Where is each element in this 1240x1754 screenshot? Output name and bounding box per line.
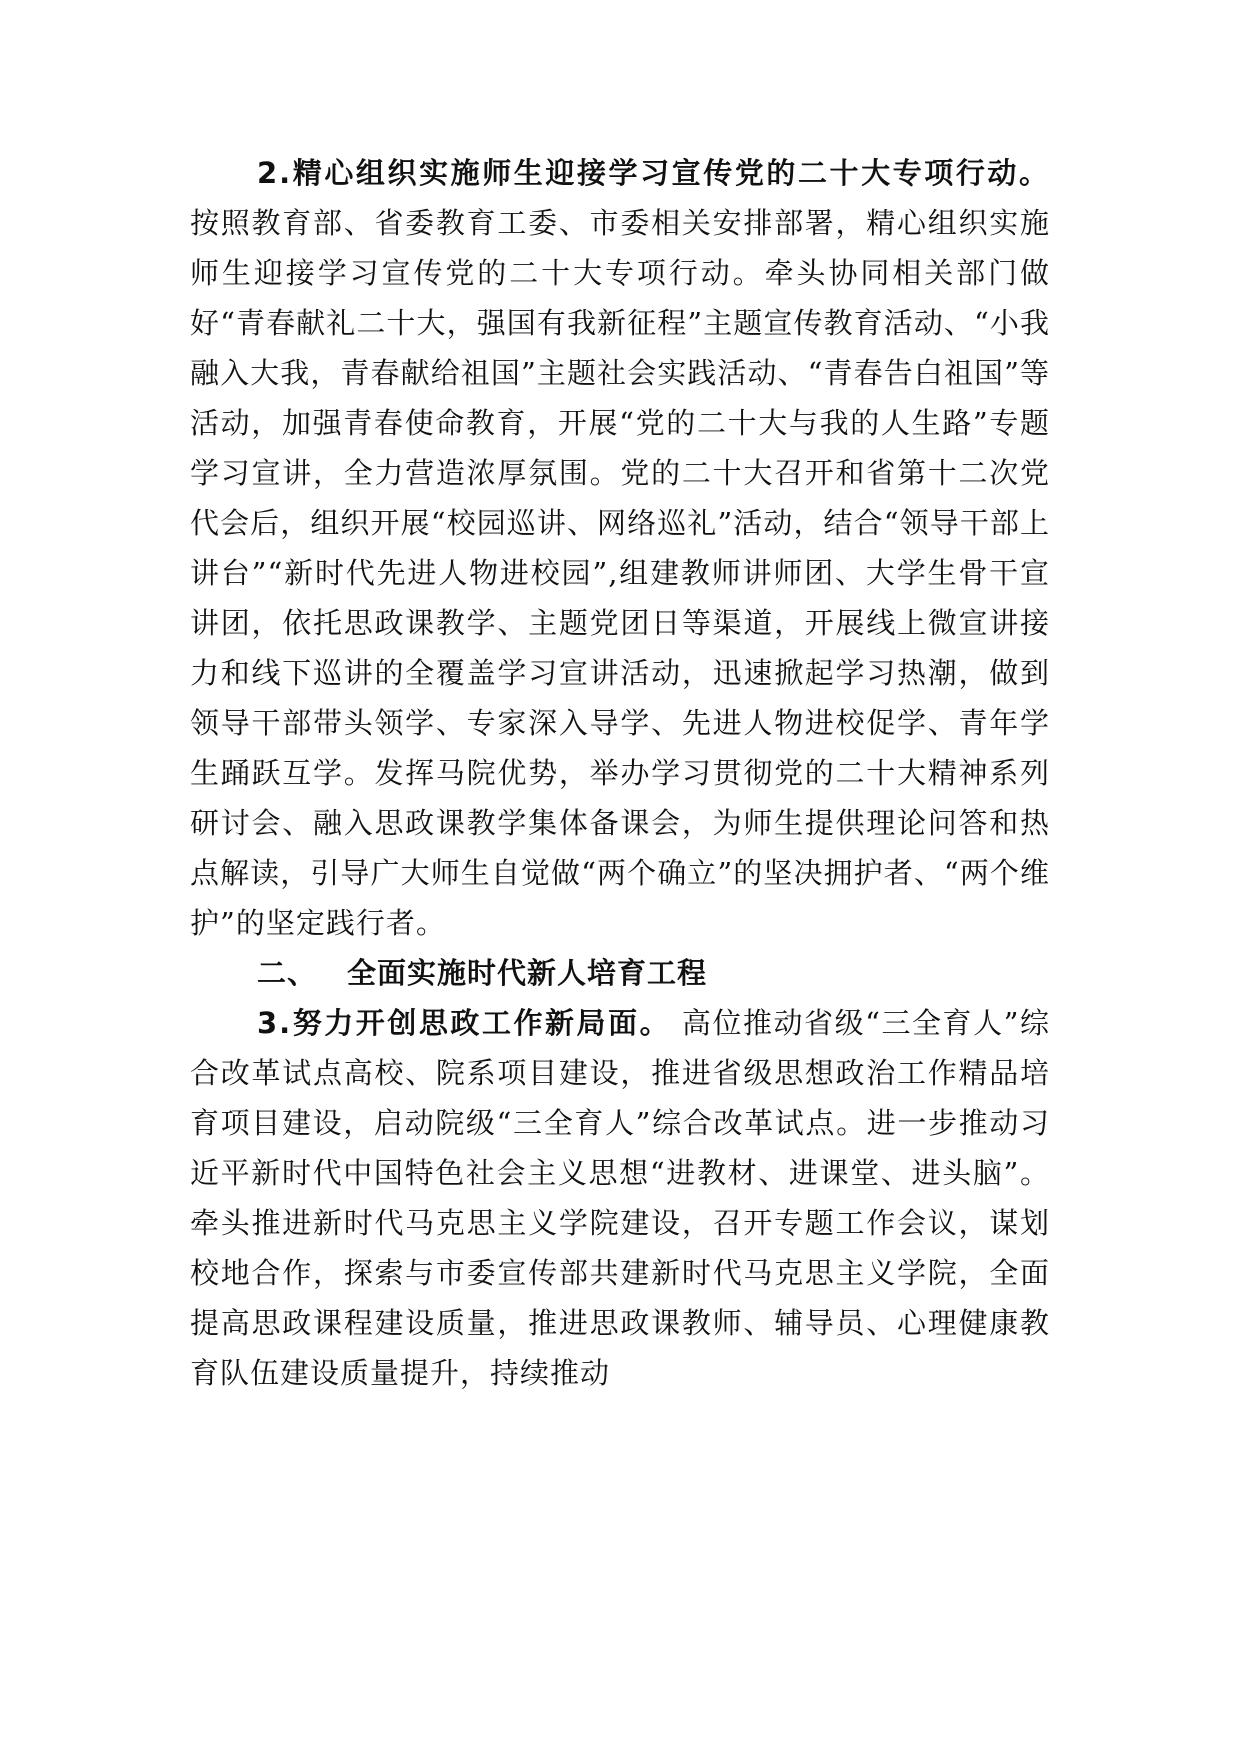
section-heading-2 <box>190 948 1050 998</box>
section-heading-2-title: 全面实施时代新人培育工程 <box>347 956 708 990</box>
document-body <box>190 148 1050 1398</box>
section-heading-2-number: 二、 <box>257 956 318 990</box>
paragraph-item-3 <box>190 998 1050 1398</box>
item-3-body-text: 高位推动省级“三全育人”综合改革试点高校、院系项目建设，推进省级思想政治工作精品培育项目建设，启动院级“三全育人”综合改革试点。进一步推动习近平新时代中国特色社会主义思想“进教材、进课堂、进头脑”。牵头推进新时代马克思主义学院建设，召开专题工作会议，谋划校地合作，探索与市委宣传部共建新时代马克思主义学院，全面提高思政课程建设质量，推进思政课教师、辅导员、心理健康教育队伍建设质量提升，持续推动 <box>190 1006 1050 1390</box>
item-2-body-text: 按照教育部、省委教育工委、市委相关安排部署，精心组织实施师生迎接学习宣传党的二十大专项行动。牵头协同相关部门做好“青春献礼二十大，强国有我新征程”主题宣传教育活动、“小我融入大我，青春献给祖国”主题社会实践活动、“青春告白祖国”等活动，加强青春使命教育，开展“党的二十大与我的人生路”专题学习宣讲，全力营造浓厚氛围。党的二十大召开和省第十二次党代会后，组织开展“校园巡讲、网络巡礼”活动，结合“领导干部上讲台”“新时代先进人物进校园”,组建教师讲师团、大学生骨干宣讲团，依托思政课教学、主题党团日等渠道，开展线上微宣讲接力和线下巡讲的全覆盖学习宣讲活动，迅速掀起学习热潮，做到领导干部带头领学、专家深入导学、先进人物进校促学、青年学生踊跃互学。发挥马院优势，举办学习贯彻党的二十大精神系列研讨会、融入思政课教学集体备课会，为师生提供理论问答和热点解读，引导广大师生自觉做“两个确立”的坚决拥护者、“两个维护”的坚定践行者。 <box>190 206 1050 940</box>
item-2-lead-heading: 2.精心组织实施师生迎接学习宣传党的二十大专项行动。 <box>257 156 1050 190</box>
paragraph-item-2 <box>190 148 1050 948</box>
item-3-lead-heading: 3.努力开创思政工作新局面。 <box>257 1006 672 1040</box>
